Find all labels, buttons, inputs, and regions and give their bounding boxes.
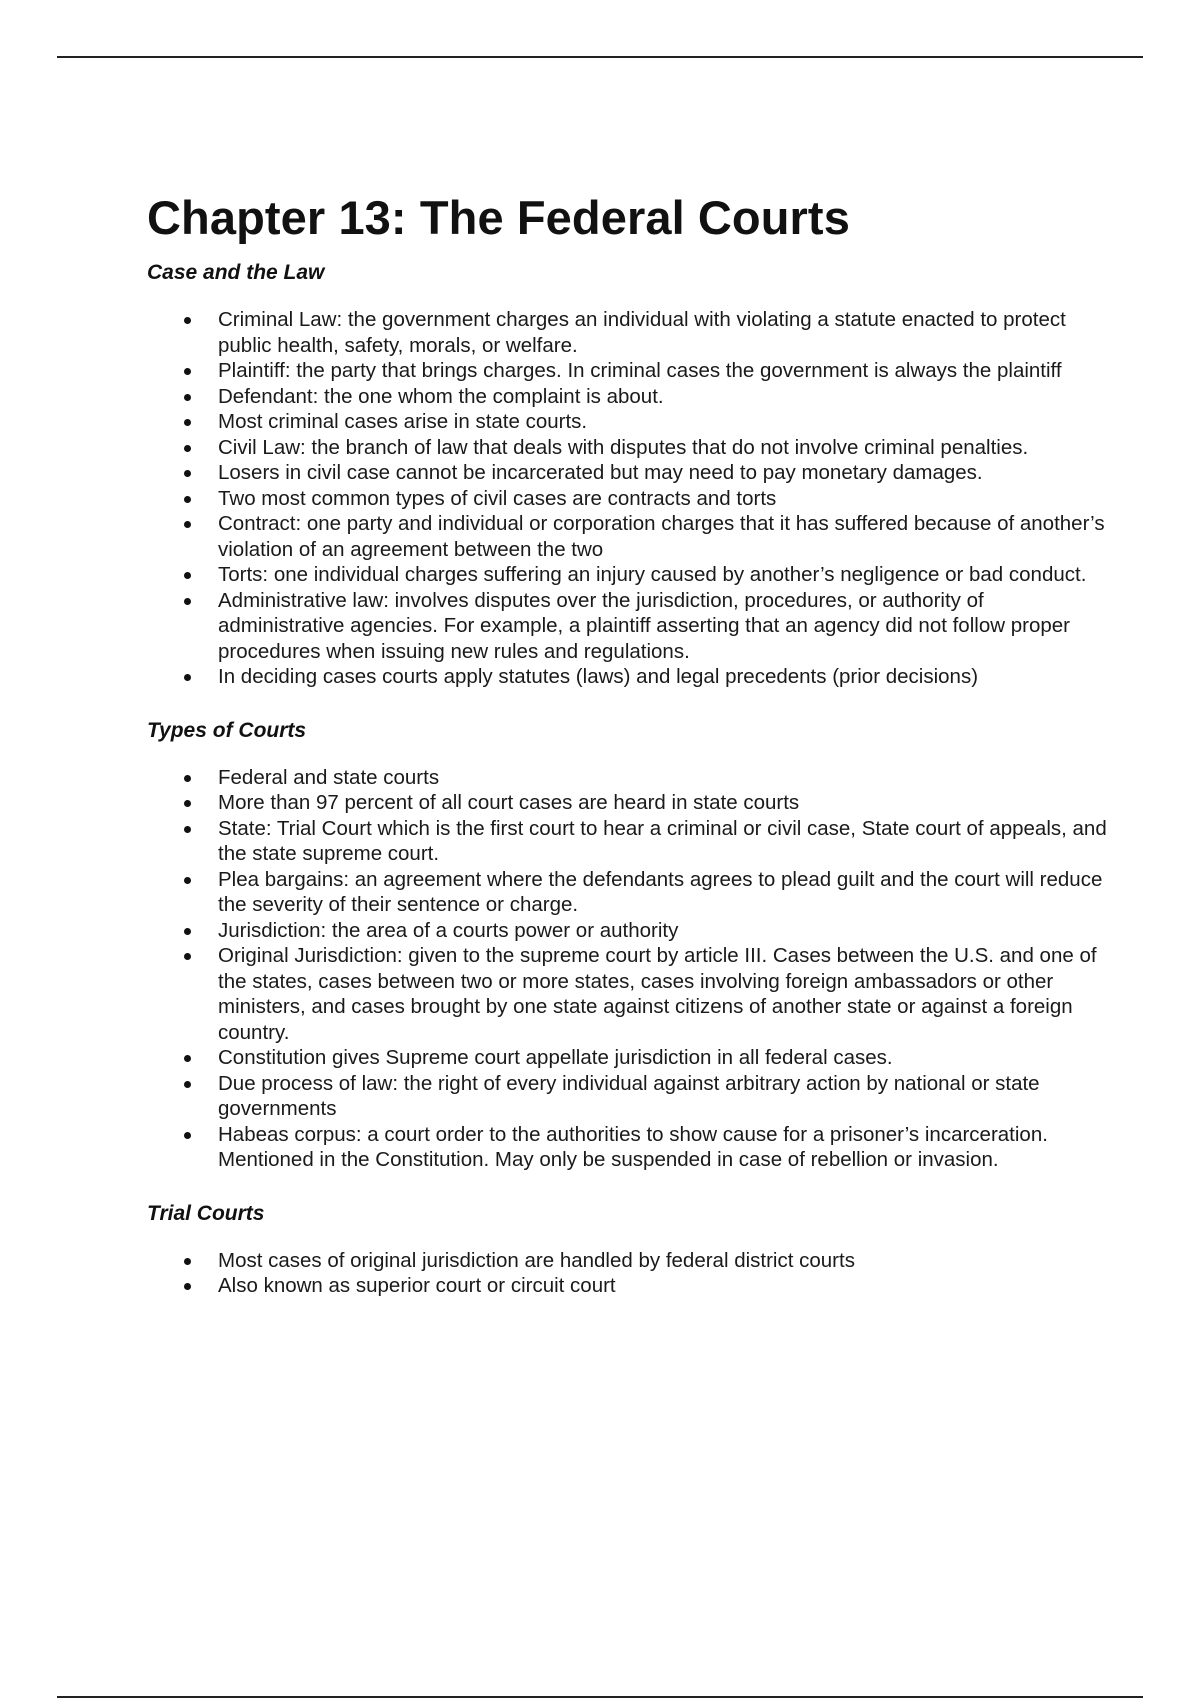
section-trial-courts	[147, 1201, 1107, 1299]
bullet-icon	[184, 496, 191, 503]
bullet-icon	[184, 775, 191, 782]
bullet-icon	[184, 826, 191, 833]
bottom-rule	[57, 1696, 1143, 1698]
bullet-icon	[184, 1081, 191, 1088]
list-item: Civil Law: the branch of law that deals with disputes that do not involve criminal penalties.	[147, 435, 1107, 461]
bullet-icon	[184, 1258, 191, 1265]
list-item: State: Trial Court which is the first court to hear a criminal or civil case, State court of appeals, and the state supreme court.	[147, 816, 1107, 867]
list-item: Plaintiff: the party that brings charges. In criminal cases the government is always the plaintiff	[147, 358, 1107, 384]
bullet-icon	[184, 394, 191, 401]
bullet-list	[147, 1248, 1107, 1299]
section-heading: Types of Courts	[147, 718, 307, 742]
bullet-icon	[184, 598, 191, 605]
list-item: Habeas corpus: a court order to the authorities to show cause for a prisoner’s incarceration. Mentioned in the Constitution. May only be suspended in case of rebellion or invasion.	[147, 1122, 1107, 1173]
top-rule	[57, 56, 1143, 58]
bullet-icon	[184, 1283, 191, 1290]
list-item: In deciding cases courts apply statutes (laws) and legal precedents (prior decisions)	[147, 664, 1107, 690]
bullet-icon	[184, 928, 191, 935]
bullet-icon	[184, 368, 191, 375]
list-item: More than 97 percent of all court cases are heard in state courts	[147, 790, 1107, 816]
bullet-icon	[184, 877, 191, 884]
list-item: Also known as superior court or circuit court	[147, 1273, 1107, 1299]
list-item: Most criminal cases arise in state courts.	[147, 409, 1107, 435]
bullet-icon	[184, 1055, 191, 1062]
bullet-list	[147, 765, 1107, 1173]
bullet-icon	[184, 674, 191, 681]
bullet-list	[147, 307, 1107, 690]
section-types-of-courts	[147, 718, 1107, 1173]
list-item: Due process of law: the right of every individual against arbitrary action by national or state governments	[147, 1071, 1107, 1122]
list-item: Contract: one party and individual or corporation charges that it has suffered because of another’s violation of an agreement between the two	[147, 511, 1107, 562]
bullet-icon	[184, 953, 191, 960]
section-heading: Trial Courts	[147, 1201, 265, 1225]
list-item: Federal and state courts	[147, 765, 1107, 791]
bullet-icon	[184, 800, 191, 807]
bullet-icon	[184, 1132, 191, 1139]
list-item: Torts: one individual charges suffering an injury caused by another’s negligence or bad conduct.	[147, 562, 1107, 588]
list-item: Jurisdiction: the area of a courts power or authority	[147, 918, 1107, 944]
bullet-icon	[184, 521, 191, 528]
list-item: Criminal Law: the government charges an individual with violating a statute enacted to protect public health, safety, morals, or welfare.	[147, 307, 1107, 358]
bullet-icon	[184, 470, 191, 477]
bullet-icon	[184, 419, 191, 426]
page-title: Chapter 13: The Federal Courts	[147, 191, 850, 244]
document-body	[147, 190, 1107, 1299]
bullet-icon	[184, 445, 191, 452]
list-item: Defendant: the one whom the complaint is about.	[147, 384, 1107, 410]
section-case-and-the-law	[147, 260, 1107, 690]
list-item: Plea bargains: an agreement where the defendants agrees to plead guilt and the court will reduce the severity of their sentence or charge.	[147, 867, 1107, 918]
list-item: Losers in civil case cannot be incarcerated but may need to pay monetary damages.	[147, 460, 1107, 486]
section-heading: Case and the Law	[147, 261, 325, 284]
bullet-icon	[184, 572, 191, 579]
list-item: Administrative law: involves disputes over the jurisdiction, procedures, or authority of administrative agencies. For example, a plaintiff asserting that an agency did not follow proper procedures when issuing new rules and regulations.	[147, 588, 1107, 665]
list-item: Constitution gives Supreme court appellate jurisdiction in all federal cases.	[147, 1045, 1107, 1071]
list-item: Original Jurisdiction: given to the supreme court by article III. Cases between the U.S. and one of the states, cases between two or more states, cases involving foreign ambassadors or other ministers, and cases brought by one state against citizens of another state or against a foreign country.	[147, 943, 1107, 1045]
list-item: Most cases of original jurisdiction are handled by federal district courts	[147, 1248, 1107, 1274]
list-item: Two most common types of civil cases are contracts and torts	[147, 486, 1107, 512]
bullet-icon	[184, 317, 191, 324]
